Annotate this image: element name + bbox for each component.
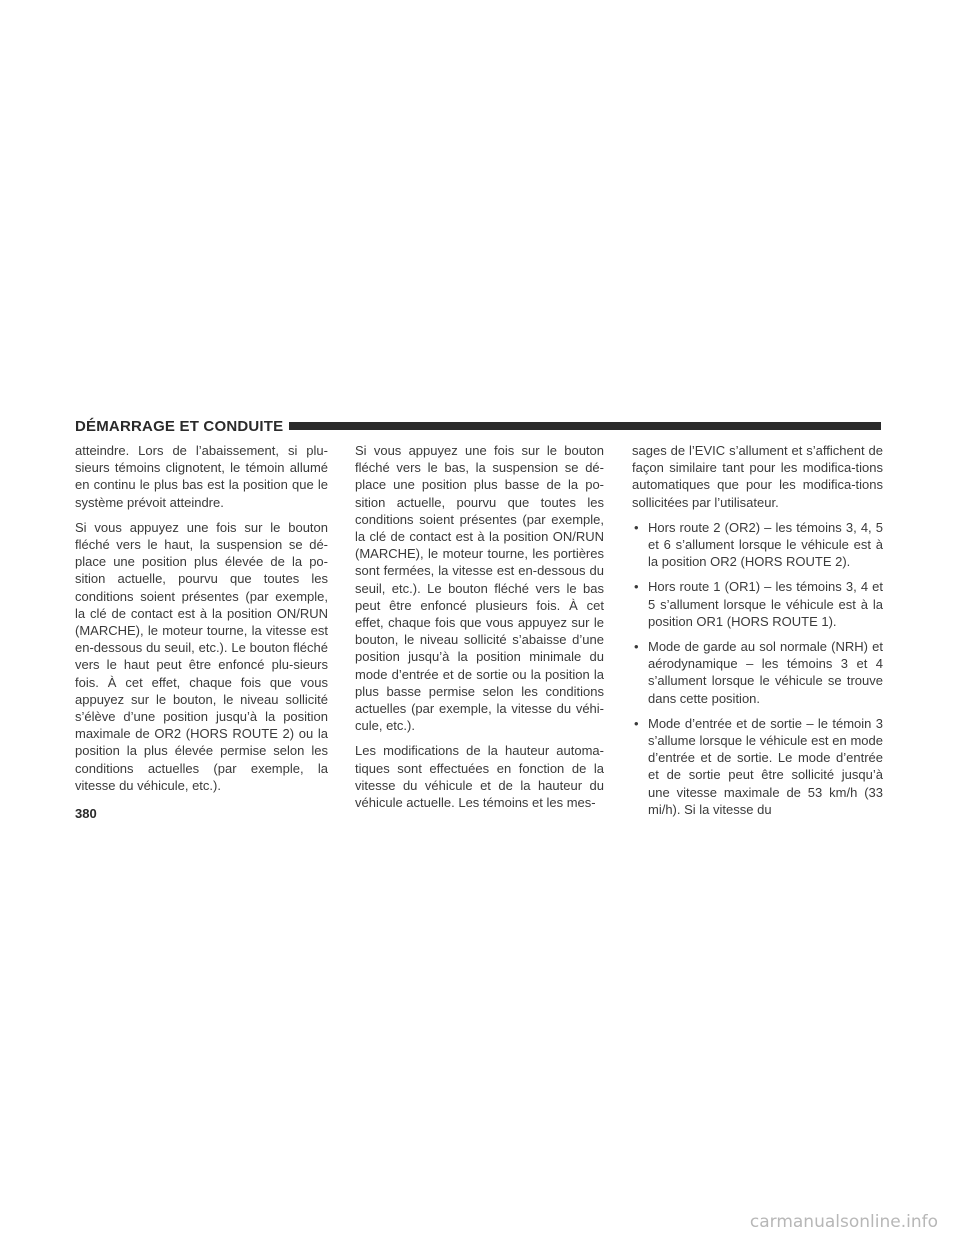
- page-number: 380: [75, 806, 97, 821]
- bullet-icon: •: [634, 639, 639, 655]
- section-title: DÉMARRAGE ET CONDUITE: [75, 417, 284, 435]
- paragraph: sages de l’EVIC s’allument et s’affichent de façon similaire tant pour les modifica-tions automatiques que pour les modifica-tions sollicitées par l’utilisateur.: [632, 443, 883, 510]
- paragraph: Si vous appuyez une fois sur le bouton fléché vers le haut, la suspension se dé-place une position plus élevée de la po-sition actuelle, pourvu que toutes les conditions soient présentes (par exemple, la clé de contact est à la position ON/RUN (MARCHE), le moteur tourne, la vitesse est en-dessous du seuil, etc.). Le bouton fléché vers le haut peut être enfoncé plu-sieurs fois. À cet effet, chaque fois que vous appuyez sur le bouton, le niveau sollicité s’élève d’une position jusqu’à la position maximale de OR2 (HORS ROUTE 2) ou la position la plus élevée permise selon les conditions actuelles (par exemple, la vitesse du véhicule, etc.).: [75, 519, 328, 793]
- paragraph: Les modifications de la hauteur automa-tiques sont effectuées en fonction de la vitesse du véhicule et de la hauteur du véhicule actuelle. Les témoins et les mes-: [355, 743, 604, 811]
- header-rule: [289, 422, 881, 430]
- bullet-icon: •: [634, 519, 639, 535]
- paragraph: Si vous appuyez une fois sur le bouton fléché vers le bas, la suspension se dé-place une position plus basse de la po-sition actuelle, pourvu que toutes les conditions soient présentes (par exemple, la clé de contact est à la position ON/RUN (MARCHE), le moteur tourne, les portières sont fermées, la vitesse est en-dessous du seuil, etc.). Le bouton fléché vers le bas peut être enfoncé plusieurs fois. À cet effet, chaque fois que vous appuyez sur le bouton, le niveau sollicité s’abaisse d’une position jusqu’à la position minimale du mode d’entrée et de sortie ou la position la plus basse permise selon les conditions actuelles (par exemple, la vitesse du véhi-cule, etc.).: [355, 443, 604, 734]
- bullet-list: [632, 519, 883, 818]
- section-header: [75, 416, 881, 436]
- list-item-text: Mode de garde au sol normale (NRH) et aérodynamique – les témoins 3 et 4 s’allument lorsque le véhicule se trouve dans cette position.: [648, 639, 883, 706]
- list-item-text: Hors route 1 (OR1) – les témoins 3, 4 et 5 s’allument lorsque le véhicule est à la position OR1 (HORS ROUTE 1).: [648, 579, 883, 629]
- list-item: [632, 519, 883, 571]
- text-column-3: [632, 442, 883, 826]
- text-column-2: [355, 442, 604, 819]
- list-item: [632, 715, 883, 818]
- list-item: [632, 638, 883, 707]
- paragraph: atteindre. Lors de l’abaissement, si plu-sieurs témoins clignotent, le témoin allumé en continu le plus bas est la position que le système prévoit atteindre.: [75, 443, 328, 510]
- bullet-icon: •: [634, 715, 639, 731]
- text-column-1: [75, 442, 328, 802]
- bullet-icon: •: [634, 579, 639, 595]
- list-item-text: Mode d’entrée et de sortie – le témoin 3 s’allume lorsque le véhicule est en mode d’entrée et de sortie. Le mode d’entrée et de sortie peut être sollicité jusqu’à une vitesse maximale de 53 km/h (33 mi/h). Si la vitesse du: [648, 715, 883, 817]
- list-item: [632, 578, 883, 630]
- watermark: carmanualsonline.info: [749, 1212, 938, 1232]
- list-item-text: Hors route 2 (OR2) – les témoins 3, 4, 5 et 6 s’allument lorsque le véhicule est à la position OR2 (HORS ROUTE 2).: [648, 519, 883, 570]
